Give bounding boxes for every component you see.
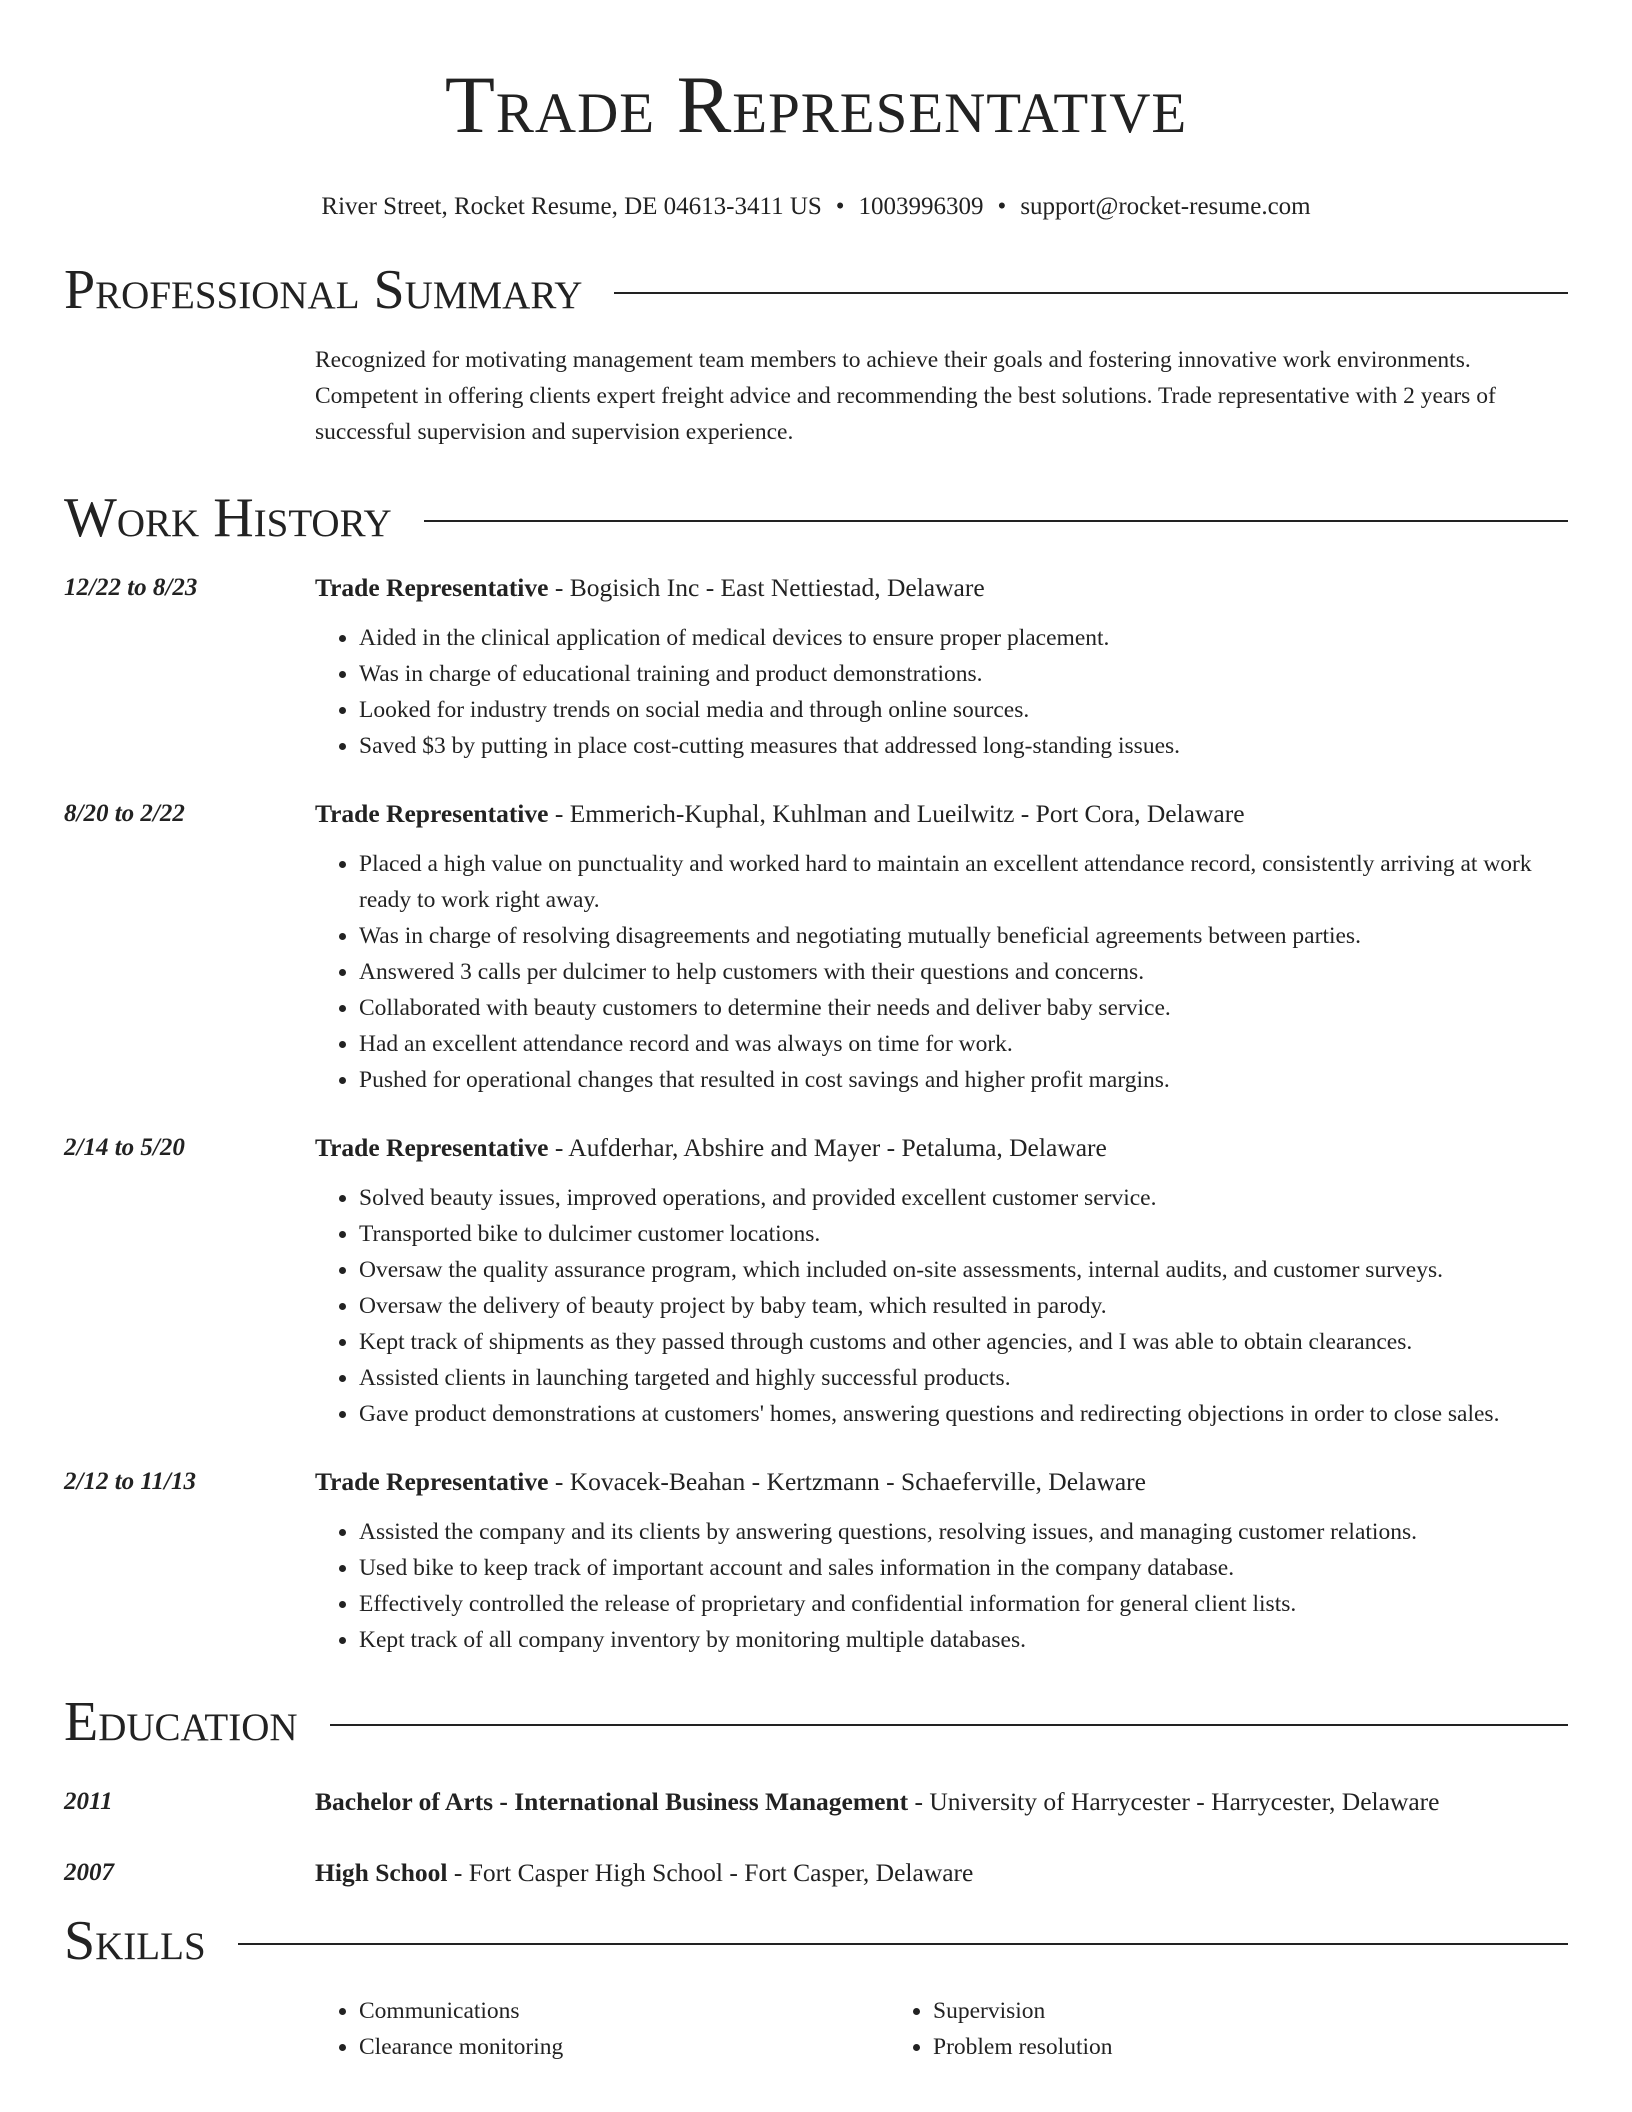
job-bullet: • Was in charge of educational training and product demonstrations.: [359, 656, 1568, 692]
job-bullet: • Effectively controlled the release of proprietary and confidential information for general client lists.: [359, 1586, 1568, 1622]
job-dates: 2/12 to 11/13: [64, 1468, 196, 1495]
section-divider: [238, 1943, 1568, 1945]
job-title-line: [315, 1464, 1568, 1500]
job-bullet: • Was in charge of resolving disagreements and negotiating mutually beneficial agreements between parties.: [359, 918, 1568, 954]
education-degree: Bachelor of Arts - International Business Management: [315, 1787, 909, 1816]
job-bullet: • Assisted clients in launching targeted and highly successful products.: [359, 1360, 1568, 1396]
contact-separator: •: [997, 193, 1007, 220]
job-bullets: [315, 846, 1568, 1098]
job-title-line: [315, 570, 1568, 606]
job-bullet: • Saved $3 by putting in place cost-cutting measures that addressed long-standing issues.: [359, 728, 1568, 764]
section-title: Work History: [64, 487, 392, 549]
education-degree: High School: [315, 1858, 448, 1887]
job-company-location: - Emmerich-Kuphal, Kuhlman and Lueilwitz - Port Cora, Delaware: [548, 799, 1245, 828]
job-bullet: • Used bike to keep track of important account and sales information in the company database.: [359, 1550, 1568, 1586]
skill-item: • Clearance monitoring: [359, 2029, 889, 2065]
job-bullets: [315, 1180, 1568, 1432]
job-body: [315, 796, 1568, 1098]
job-bullet: • Pushed for operational changes that resulted in cost savings and higher profit margins.: [359, 1062, 1568, 1098]
job-bullet: • Gave product demonstrations at customers' homes, answering questions and redirecting objections in order to close sales.: [359, 1396, 1568, 1432]
job-title-line: [315, 1130, 1568, 1166]
job-bullet: • Aided in the clinical application of medical devices to ensure proper placement.: [359, 620, 1568, 656]
skills-list: [315, 1993, 1568, 2065]
job-bullet: • Looked for industry trends on social media and through online sources.: [359, 692, 1568, 728]
job-bullet: • Assisted the company and its clients by answering questions, resolving issues, and managing customer relations.: [359, 1514, 1568, 1550]
section-title: Professional Summary: [64, 259, 583, 321]
resume-name: Trade Representative: [444, 59, 1188, 150]
skills-column-right: [889, 1993, 1463, 2065]
work-history-list: [64, 570, 1568, 1658]
job-company-location: - Aufderhar, Abshire and Mayer - Petaluma, Delaware: [548, 1133, 1107, 1162]
job-bullet: • Transported bike to dulcimer customer locations.: [359, 1216, 1568, 1252]
job-role: Trade Representative: [315, 799, 549, 828]
job-bullet: • Kept track of all company inventory by monitoring multiple databases.: [359, 1622, 1568, 1658]
skills-section-header: [64, 1909, 1568, 1973]
job-body: [315, 570, 1568, 764]
job-bullet: • Kept track of shipments as they passed through customs and other agencies, and I was able to obtain clearances.: [359, 1324, 1568, 1360]
job-entry: [64, 570, 1568, 764]
phone: 1003996309: [858, 193, 984, 220]
section-divider: [330, 1724, 1568, 1726]
job-company-location: - Kovacek-Beahan - Kertzmann - Schaeferville, Delaware: [548, 1467, 1146, 1496]
education-details: - Fort Casper High School - Fort Casper, Delaware: [447, 1858, 974, 1887]
job-entry: [64, 1130, 1568, 1432]
job-role: Trade Representative: [315, 1133, 549, 1162]
email: support@rocket-resume.com: [1020, 193, 1311, 220]
education-entry: [64, 1855, 1568, 1891]
education-details: - University of Harrycester - Harrycester, Delaware: [908, 1787, 1440, 1816]
job-bullets: [315, 1514, 1568, 1658]
section-divider: [614, 292, 1568, 294]
education-entry: [64, 1784, 1568, 1820]
summary-section-header: [64, 258, 1568, 322]
job-entry: [64, 1464, 1568, 1658]
education-title: [315, 1784, 1568, 1820]
job-bullet: • Solved beauty issues, improved operations, and provided excellent customer service.: [359, 1180, 1568, 1216]
contact-separator: •: [835, 193, 845, 220]
education-list: [64, 1784, 1568, 1891]
education-title: [315, 1855, 1568, 1891]
job-company-location: - Bogisich Inc - East Nettiestad, Delaware: [548, 573, 985, 602]
job-role: Trade Representative: [315, 1467, 549, 1496]
job-dates: 8/20 to 2/22: [64, 800, 185, 827]
section-title: Education: [64, 1691, 298, 1753]
job-bullets: [315, 620, 1568, 764]
section-divider: [424, 520, 1568, 522]
job-bullet: • Oversaw the quality assurance program, which included on-site assessments, internal audits, and customer surveys.: [359, 1252, 1568, 1288]
job-body: [315, 1464, 1568, 1658]
job-body: [315, 1130, 1568, 1432]
job-bullet: • Collaborated with beauty customers to determine their needs and deliver baby service.: [359, 990, 1568, 1026]
education-year: 2011: [64, 1788, 113, 1815]
summary-text: Recognized for motivating management team members to achieve their goals and fostering innovative work environments. Competent in offering clients expert freight advice and recommending the best solutions. Trade representative with 2 years of successful supervision and supervision experience.: [315, 347, 1496, 445]
skill-item: • Supervision: [933, 1993, 1463, 2029]
education-year: 2007: [64, 1859, 114, 1886]
address: River Street, Rocket Resume, DE 04613-3411 US: [321, 193, 822, 220]
job-bullet: • Answered 3 calls per dulcimer to help customers with their questions and concerns.: [359, 954, 1568, 990]
job-role: Trade Representative: [315, 573, 549, 602]
job-bullet: • Placed a high value on punctuality and worked hard to maintain an excellent attendance record, consistently arriving at work ready to work right away.: [359, 846, 1568, 918]
job-dates: 2/14 to 5/20: [64, 1134, 185, 1161]
work-section-header: [64, 486, 1568, 550]
job-bullet: • Had an excellent attendance record and was always on time for work.: [359, 1026, 1568, 1062]
job-dates: 12/22 to 8/23: [64, 574, 198, 601]
contact-line: [64, 192, 1568, 222]
education-section-header: [64, 1690, 1568, 1754]
job-bullet: • Oversaw the delivery of beauty project by baby team, which resulted in parody.: [359, 1288, 1568, 1324]
skill-item: • Communications: [359, 1993, 889, 2029]
section-title: Skills: [64, 1910, 206, 1972]
skill-item: • Problem resolution: [933, 2029, 1463, 2065]
job-title-line: [315, 796, 1568, 832]
skills-column-left: [315, 1993, 889, 2065]
job-entry: [64, 796, 1568, 1098]
